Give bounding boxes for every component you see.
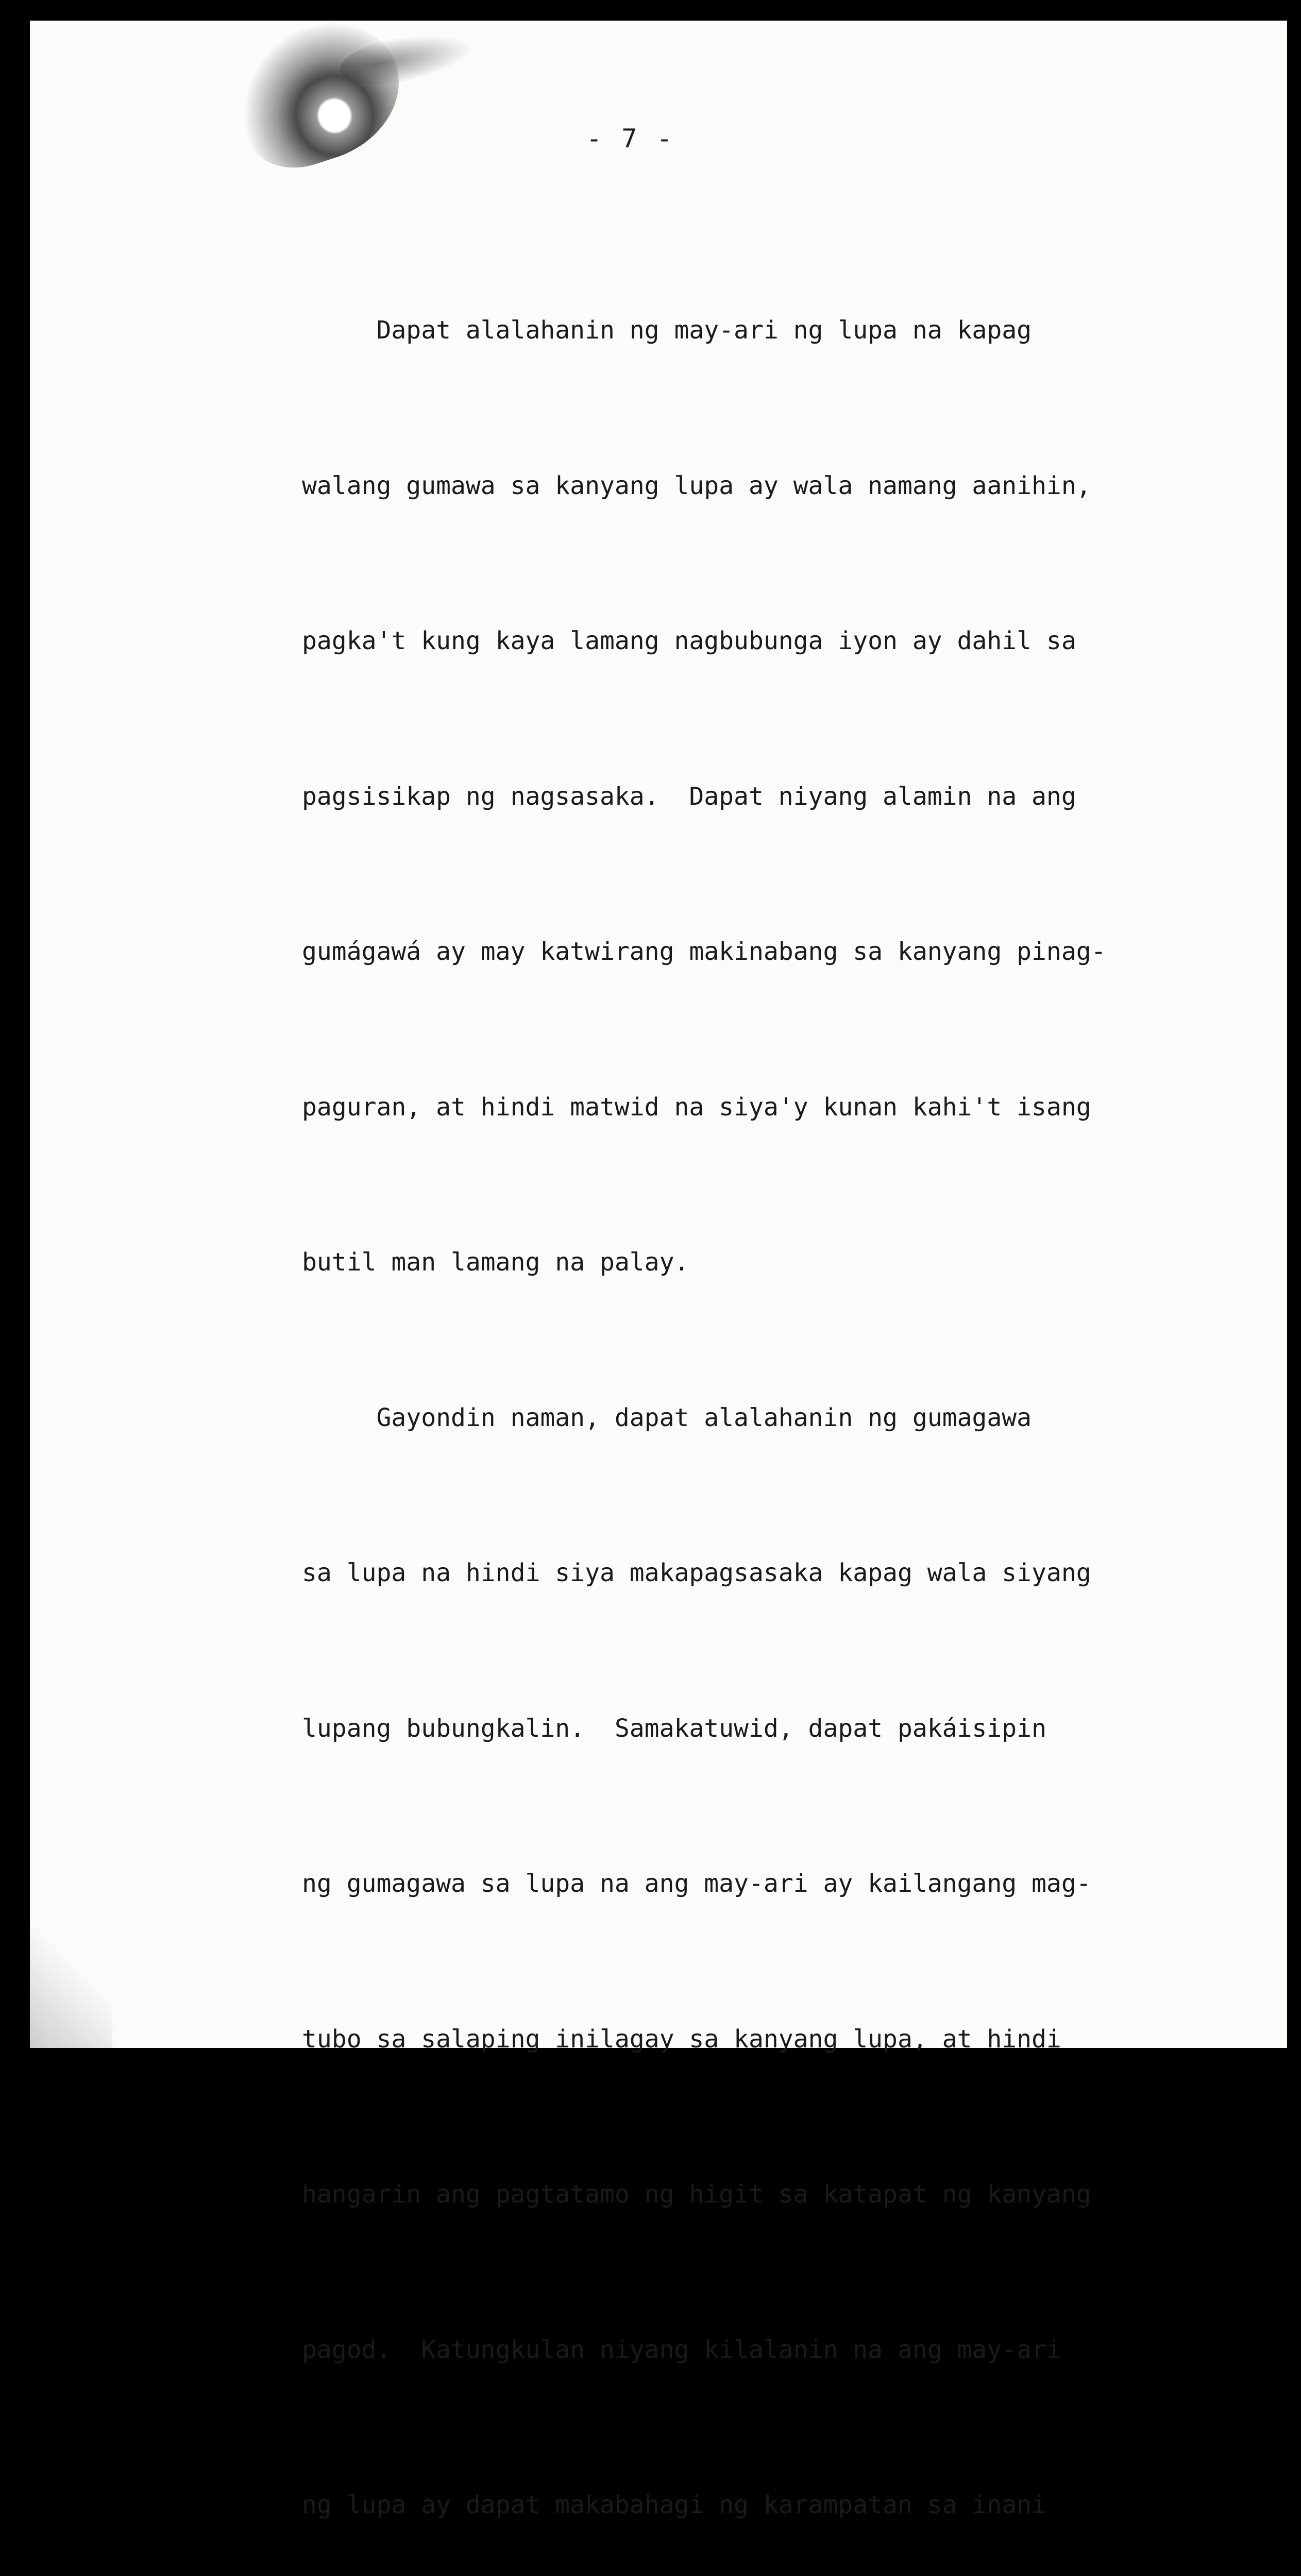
text-line: pagsisikap ng nagsasaka. Dapat niyang alamin na ang <box>302 782 1076 811</box>
text-line: butil man lamang na palay. <box>302 1248 689 1277</box>
text-line: Gayondin naman, dapat alalahanin ng gumagawa <box>302 1403 1032 1432</box>
page-number: - 7 - <box>586 124 674 154</box>
text-line: gumágawá ay may katwirang makinabang sa kanyang pinag- <box>302 937 1106 966</box>
text-line: hangarin ang pagtatamo ng higit sa katapat ng kanyang <box>302 2180 1091 2209</box>
text-line: paguran, at hindi matwid na siya'y kunan kahi't isang <box>302 1092 1091 1122</box>
text-line: tubo sa salaping inilagay sa kanyang lupa, at hindi <box>302 2024 1061 2054</box>
corner-shadow <box>30 1914 112 2048</box>
body-text <box>302 201 1178 2576</box>
text-line: pagka't kung kaya lamang nagbubunga iyon ay dahil sa <box>302 626 1076 655</box>
text-line: pagod. Katungkulan niyang kilalanin na ang may-ari <box>302 2335 1061 2364</box>
ink-smudge <box>219 4 418 182</box>
text-line: lupang bubungkalin. Samakatuwid, dapat pakáisipin <box>302 1714 1046 1743</box>
text-line: ng gumagawa sa lupa na ang may-ari ay kailangang mag- <box>302 1869 1091 1898</box>
text-line: walang gumawa sa kanyang lupa ay wala namang aanihin, <box>302 471 1091 500</box>
text-line: sa lupa na hindi siya makapagsasaka kapag wala siyang <box>302 1558 1091 1587</box>
text-line: ng lupa ay dapat makabahagi ng karampatan sa inani <box>302 2490 1046 2519</box>
document-page <box>30 21 1287 2519</box>
text-line: Dapat alalahanin ng may-ari ng lupa na kapag <box>302 316 1032 345</box>
